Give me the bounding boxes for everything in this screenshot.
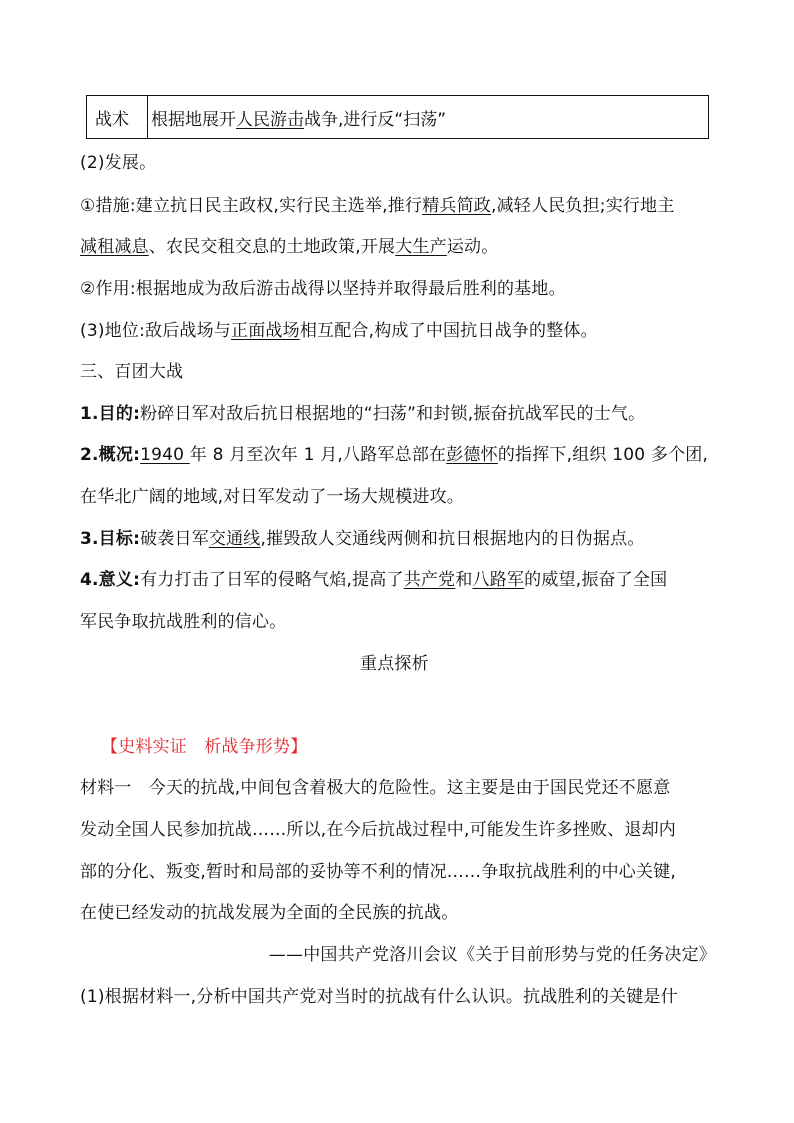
meaning-line-1: 4.意义:有力打击了日军的侵略气焰,提高了共产党和八路军的威望,振奋了全国 <box>80 570 668 590</box>
underlined-term: 减租减息 <box>80 237 149 257</box>
overview-line-2: 在华北广阔的地域,对日军发动了一场大规模进攻。 <box>80 487 465 507</box>
underlined-term: 精兵简政 <box>422 196 491 216</box>
underlined-term: 彭德怀 <box>446 445 498 465</box>
effect-line: ②作用:根据地成为敌后游击战得以坚持并取得最后胜利的基地。 <box>80 279 566 299</box>
overview-line-1: 2.概况:1940 年 8 月至次年 1 月,八路军总部在彭德怀的指挥下,组织 100 多个团, <box>80 445 709 465</box>
material-source: ——中国共产党洛川会议《关于目前形势与党的任务决定》 <box>268 945 716 965</box>
target-line: 3.目标:破袭日军交通线,摧毁敌人交通线两侧和抗日根据地内的日伪据点。 <box>80 529 645 549</box>
overview-label: 2.概况: <box>80 445 141 465</box>
meaning-line-2: 军民争取抗战胜利的信心。 <box>80 612 287 632</box>
material-line-2: 发动全国人民参加抗战……所以,在今后抗战过程中,可能发生许多挫败、退却内 <box>80 820 677 840</box>
underlined-term: 人民游击 <box>236 109 304 130</box>
target-label: 3.目标: <box>80 529 141 549</box>
measures-line-1: ①措施:建立抗日民主政权,实行民主选举,推行精兵简政,减轻人民负担;实行地主 <box>80 196 675 216</box>
underlined-term: 1940 <box>140 445 190 465</box>
status-line: (3)地位:敌后战场与正面战场相互配合,构成了中国抗日战争的整体。 <box>80 321 598 341</box>
underlined-term: 正面战场 <box>231 321 300 341</box>
development-heading: (2)发展。 <box>80 153 157 173</box>
purpose-line: 1.目的:粉碎日军对敌后抗日根据地的“扫荡”和封锁,振奋抗战军民的士气。 <box>80 404 646 424</box>
table-key-cell: 战术 <box>87 96 148 139</box>
purpose-label: 1.目的: <box>80 404 141 424</box>
section-title: 三、百团大战 <box>80 362 184 382</box>
material-line-1: 材料一 今天的抗战,中间包含着极大的危险性。这主要是由于国民党还不愿意 <box>80 778 671 798</box>
underlined-term: 共产党 <box>403 570 456 590</box>
key-analysis-heading: 重点探析 <box>360 654 429 674</box>
meaning-label: 4.意义: <box>80 570 141 590</box>
question-1: (1)根据材料一,分析中国共产党对当时的抗战有什么认识。抗战胜利的关键是什 <box>80 987 678 1007</box>
material-line-4: 在使已经发动的抗战发展为全面的全民族的抗战。 <box>80 903 459 923</box>
source-heading: 【史料实证 析战争形势】 <box>101 737 308 757</box>
underlined-term: 大生产 <box>395 237 447 257</box>
table-value-cell: 根据地展开人民游击战争,进行反“扫荡” <box>148 96 709 139</box>
tactics-table <box>86 95 709 139</box>
underlined-term: 八路军 <box>472 570 525 590</box>
material-line-3: 部的分化、叛变,暂时和局部的妥协等不利的情况……争取抗战胜利的中心关键, <box>80 862 677 882</box>
measures-line-2: 减租减息、农民交租交息的土地政策,开展大生产运动。 <box>80 237 499 257</box>
table-row <box>87 96 709 139</box>
underlined-term: 交通线 <box>208 529 261 549</box>
